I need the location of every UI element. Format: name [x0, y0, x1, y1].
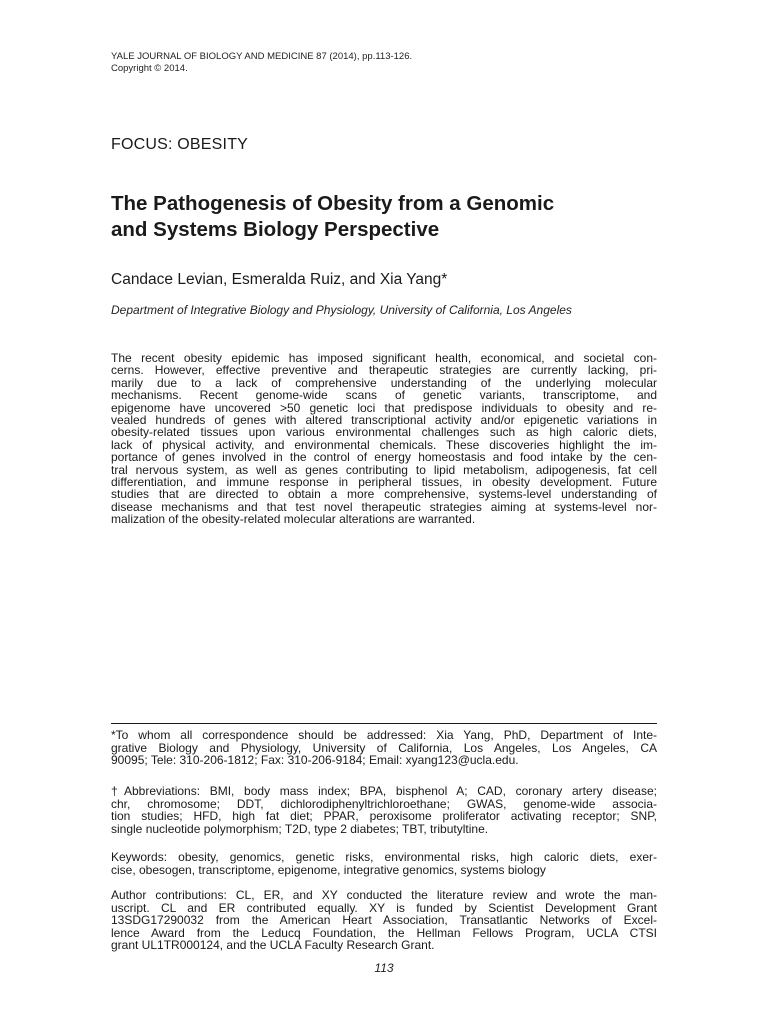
- article-title-line: and Systems Biology Perspective: [111, 218, 440, 241]
- footnote-line: uscript. CL and ER contributed equally. XY is funded by Scientist Development Grant: [111, 900, 657, 915]
- journal-citation: YALE JOURNAL OF BIOLOGY AND MEDICINE 87 (2014), pp.113-126.: [111, 51, 413, 62]
- page-number: 113: [374, 961, 394, 975]
- copyright-line: Copyright © 2014.: [111, 62, 188, 74]
- abstract: [111, 352, 657, 525]
- abstract-line: epigenome have uncovered >50 genetic loci that predispose individuals to obesity and re-: [111, 400, 657, 415]
- author-contributions-footnote: [111, 889, 657, 952]
- abstract-line: The recent obesity epidemic has imposed significant health, economical, and societal con-: [111, 351, 657, 365]
- keywords-footnote: [111, 851, 657, 876]
- abstract-line: disease mechanisms and that test novel therapeutic strategies aiming at systems-level nor-: [111, 499, 657, 514]
- section-label: FOCUS: OBESITY: [111, 136, 249, 153]
- footnote-line: Author contributions: CL, ER, and XY conducted the literature review and wrote the man-: [111, 888, 657, 902]
- abstract-line: marily due to a lack of comprehensive understanding of the underlying molecular: [111, 375, 657, 390]
- footnote-line: single nucleotide polymorphism; T2D, type 2 diabetes; TBT, tributyltine.: [111, 821, 489, 836]
- footnote-line: grative Biology and Physiology, University of California, Los Angeles, Los Angeles, CA: [111, 740, 657, 755]
- footnote-line: lence Award from the Leducq Foundation, the Hellman Fellows Program, UCLA CTSI: [111, 925, 657, 940]
- abstract-line: obesity-related tissues upon various environmental challenges such as high caloric diets,: [111, 425, 657, 440]
- footnote-line: chr, chromosome; DDT, dichlorodiphenyltrichloroethane; GWAS, genome-wide associa-: [111, 796, 657, 811]
- abstract-line: malization of the obesity-related molecular alterations are warranted.: [111, 512, 476, 527]
- footnote-line: 90095; Tele: 310-206-1812; Fax: 310-206-9184; Email: xyang123@ucla.edu.: [111, 753, 519, 768]
- footnote-line: †Abbreviations: BMI, body mass index; BPA, bisphenol A; CAD, coronary artery disease;: [111, 784, 657, 798]
- footnote-divider: [111, 723, 657, 724]
- abstract-line: portance of genes involved in the control of energy homeostasis and food intake by the cen-: [111, 450, 657, 465]
- correspondence-footnote: [111, 729, 657, 767]
- abstract-line: cerns. However, effective preventive and therapeutic strategies are currently lacking, pri-: [111, 363, 657, 378]
- article-title: [111, 191, 671, 243]
- abstract-line: lack of physical activity, and environmental chemicals. These discoveries highlight the im-: [111, 437, 657, 452]
- abstract-line: tral nervous system, as well as genes contributing to lipid metabolism, adipogenesis, fat cell: [111, 462, 657, 477]
- footnote-line: *To whom all correspondence should be addressed: Xia Yang, PhD, Department of Inte-: [111, 728, 657, 742]
- footnote-line: grant UL1TR000124, and the UCLA Faculty Research Grant.: [111, 938, 435, 953]
- abstract-line: studies that are directed to obtain a more comprehensive, systems-level understanding of: [111, 487, 657, 502]
- article-title-line: The Pathogenesis of Obesity from a Genomic: [111, 192, 555, 215]
- abbreviations-footnote: [111, 785, 657, 835]
- footnote-line: Keywords: obesity, genomics, genetic risks, environmental risks, high caloric diets, exer-: [111, 850, 657, 864]
- footnote-line: 13SDG17290032 from the American Heart Association, Transatlantic Networks of Excel-: [111, 913, 657, 928]
- author-list: Candace Levian, Esmeralda Ruiz, and Xia Yang*: [111, 271, 448, 288]
- abstract-line: differentiation, and immune response in peripheral tissues, in obesity development. Future: [111, 474, 657, 489]
- journal-header: [111, 51, 571, 74]
- abstract-line: mechanisms. Recent genome-wide scans of genetic variants, transcriptome, and: [111, 388, 657, 403]
- footnote-line: cise, obesogen, transcriptome, epigenome, integrative genomics, systems biology: [111, 862, 546, 877]
- author-affiliation: Department of Integrative Biology and Physiology, University of California, Los Angeles: [111, 303, 572, 317]
- abstract-line: vealed hundreds of genes with altered transcriptional activity and/or epigenetic variations in: [111, 412, 657, 427]
- footnote-line: tion studies; HFD, high fat diet; PPAR, peroxisome proliferator activating receptor; SNP,: [111, 809, 657, 824]
